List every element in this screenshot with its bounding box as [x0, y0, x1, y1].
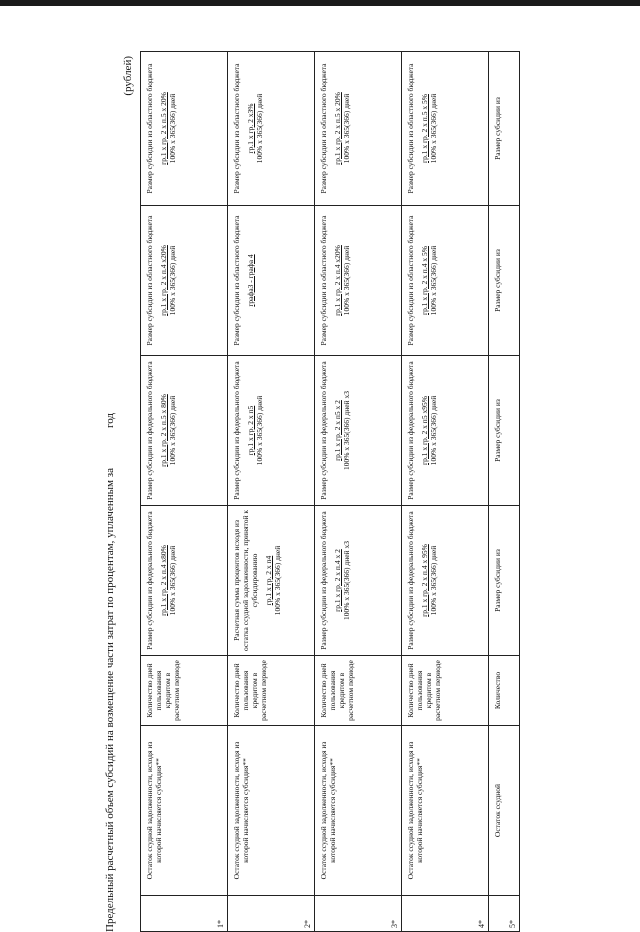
subsidy-base: 100% х 365(366) дней х3 [342, 541, 351, 620]
table-row [228, 52, 315, 932]
subsidy-formula: гр.1 х гр. 2 х п.5 х 5% [420, 94, 429, 163]
document-title [96, 52, 124, 932]
title-main: Предельный расчетный объем субсидий на возмещение части затрат по процентам, уплаченным за [104, 468, 116, 932]
cell-subsidy-col6 [141, 52, 228, 206]
loan-balance-label: Остаток ссудной задолженности, исходя из которой начисляется субсидия** [145, 741, 163, 880]
cell-loan-balance [315, 726, 402, 896]
cell-days-count [228, 656, 315, 726]
subsidy-text: Размер субсидии из областного бюджета [406, 215, 415, 346]
subsidy-formula: гр.1 х гр. 2 х п.5 х 20% [333, 92, 342, 165]
subsidy-formula: гр.1 х гр. 2 х п.5 х 80% [159, 394, 168, 467]
table-row [141, 52, 228, 932]
days-count-label: Количество дней пользования кредитом в расчетном периоде [145, 660, 181, 721]
cell-subsidy-col3 [315, 506, 402, 656]
subsidy-text: Размер субсидии из областного бюджета [145, 215, 154, 346]
subsidy-text: Размер субсидии из [493, 399, 502, 462]
table-row [315, 52, 402, 932]
cell-subsidy-col4 [315, 356, 402, 506]
subsidy-text: Размер субсидии из федерального бюджета [232, 361, 241, 500]
subsidy-text: Размер субсидии из федерального бюджета [406, 361, 415, 500]
loan-balance-label: Остаток ссудной задолженности, исходя из которой начисляется субсидия** [406, 741, 424, 880]
days-count-label: Количество [493, 671, 502, 710]
cell-subsidy-col4 [402, 356, 489, 506]
cell-subsidy-col4 [228, 356, 315, 506]
cell-loan-balance [141, 726, 228, 896]
subsidy-base: 100% х 365(366) дней [429, 245, 438, 316]
subsidy-formula: графа3 - графа 4 [246, 254, 255, 307]
row-number-label: 1* [216, 920, 225, 928]
cell-subsidy-col3 [489, 506, 520, 656]
loan-balance-label: Остаток ссудной [493, 783, 502, 838]
days-count-label: Количество дней пользования кредитом в расчетном периоде [406, 660, 442, 721]
subsidy-base: 100% х 365(366) дней х3 [342, 391, 351, 470]
subsidy-base: 100% х 365(366) дней [342, 93, 351, 164]
subsidy-base: 100% х 365(366) дней [255, 93, 264, 164]
subsidy-text: Размер субсидии из [493, 97, 502, 160]
cell-subsidy-col5 [141, 206, 228, 356]
cell-subsidy-col6 [315, 52, 402, 206]
subsidy-base: 100% х 365(366) дней [168, 545, 177, 616]
cell-subsidy-col4 [141, 356, 228, 506]
cell-days-count [141, 656, 228, 726]
subsidy-text: Размер субсидии из федерального бюджета [145, 511, 154, 650]
cell-subsidy-col6 [228, 52, 315, 206]
days-count-label: Количество дней пользования кредитом в расчетном периоде [232, 660, 268, 721]
subsidy-text: Размер субсидии из областного бюджета [232, 215, 241, 346]
title-year: год [104, 413, 116, 429]
subsidy-base: 100% х 365(366) дней [429, 395, 438, 466]
cell-subsidy-col3 [228, 506, 315, 656]
subsidy-base: 100% х 365(366) дней [429, 93, 438, 164]
table-row [402, 52, 489, 932]
cell-loan-balance [228, 726, 315, 896]
subsidy-text: Размер субсидии из областного бюджета [406, 63, 415, 194]
cell-subsidy-col4 [489, 356, 520, 506]
cell-loan-balance [402, 726, 489, 896]
subsidy-base: 100% х 365(366) дней [273, 545, 282, 616]
row-number [141, 896, 228, 932]
subsidy-text: Размер субсидии из областного бюджета [232, 63, 241, 194]
subsidy-formula: гр.1 х гр. 2 х п.4 х 5% [420, 246, 429, 315]
table-row [489, 52, 520, 932]
subsidy-formula: гр.1 х гр. 2 х п.4 х 2 [333, 549, 342, 612]
scan-top-edge [0, 0, 640, 6]
subsidy-formula: гр.1 х гр. 2 х п.4 х 95% [420, 544, 429, 617]
days-count-label: Количество дней пользования кредитом в расчетном периоде [319, 660, 355, 721]
subsidy-text: Размер субсидии из федерального бюджета [145, 361, 154, 500]
subsidy-base: 100% х 365(366) дней [429, 545, 438, 616]
subsidy-base: 100% х 365(366) дней [168, 395, 177, 466]
row-number [402, 896, 489, 932]
subsidy-formula: гр.1 х гр. 2 х п5 х 2 [333, 400, 342, 461]
currency-unit: (рублей) [122, 56, 134, 96]
subsidy-text: Размер субсидии из федерального бюджета [319, 511, 328, 650]
cell-subsidy-col5 [402, 206, 489, 356]
subsidy-formula: гр.1 х гр. 2 х п.4 х20% [159, 245, 168, 316]
subsidy-formula: гр.1 х гр. 2 х п.4 х80% [159, 545, 168, 616]
subsidy-text: Размер субсидии из [493, 549, 502, 612]
subsidy-table [140, 51, 520, 932]
subsidy-base: 100% х 365(366) дней [168, 245, 177, 316]
row-number [315, 896, 402, 932]
subsidy-text: Размер субсидии из федерального бюджета [406, 511, 415, 650]
row-number [489, 896, 520, 932]
loan-balance-label: Остаток ссудной задолженности, исходя из которой начисляется субсидия** [319, 741, 337, 880]
subsidy-base: 100% х 365(366) дней [342, 245, 351, 316]
cell-subsidy-col3 [402, 506, 489, 656]
subsidy-formula: гр.1 х гр. 2 х п5 [246, 405, 255, 456]
subsidy-text: Размер субсидии из областного бюджета [319, 63, 328, 194]
subsidy-base: 100% х 365(366) дней [168, 93, 177, 164]
row-number [228, 896, 315, 932]
loan-balance-label: Остаток ссудной задолженности, исходя из которой начисляется субсидия** [232, 741, 250, 880]
row-number-label: 4* [477, 920, 486, 928]
subsidy-text: Размер субсидии из областного бюджета [145, 63, 154, 194]
cell-subsidy-col3 [141, 506, 228, 656]
cell-subsidy-col5 [315, 206, 402, 356]
cell-subsidy-col6 [489, 52, 520, 206]
row-number-label: 3* [390, 920, 399, 928]
rotated-document-sheet [96, 52, 576, 932]
cell-days-count [315, 656, 402, 726]
subsidy-text: Размер субсидии из [493, 249, 502, 312]
cell-subsidy-col5 [489, 206, 520, 356]
cell-subsidy-col5 [228, 206, 315, 356]
subsidy-text: Размер субсидии из федерального бюджета [319, 361, 328, 500]
row-number-label: 2* [303, 920, 312, 928]
cell-days-count [402, 656, 489, 726]
subsidy-text: Размер субсидии из областного бюджета [319, 215, 328, 346]
subsidy-formula: гр.1 х гр. 2 х п4 [264, 555, 273, 606]
subsidy-formula: гр.1 х гр. 2 х п.4 х20% [333, 245, 342, 316]
row-number-label: 5* [508, 920, 517, 928]
subsidy-formula: гр.1 х гр. 2 х п5 х95% [420, 396, 429, 465]
subsidy-formula: гр.1 х гр. 2 х п.5 х 20% [159, 92, 168, 165]
subsidy-text: Расчетная сумма процентов исходя из остатка ссудной задолженности, принятой к субсидированию [232, 509, 259, 652]
cell-subsidy-col6 [402, 52, 489, 206]
cell-loan-balance [489, 726, 520, 896]
cell-days-count [489, 656, 520, 726]
subsidy-base: 100% х 365(366) дней [255, 395, 264, 466]
subsidy-formula: гр.1 х гр. 2 х3% [246, 103, 255, 154]
